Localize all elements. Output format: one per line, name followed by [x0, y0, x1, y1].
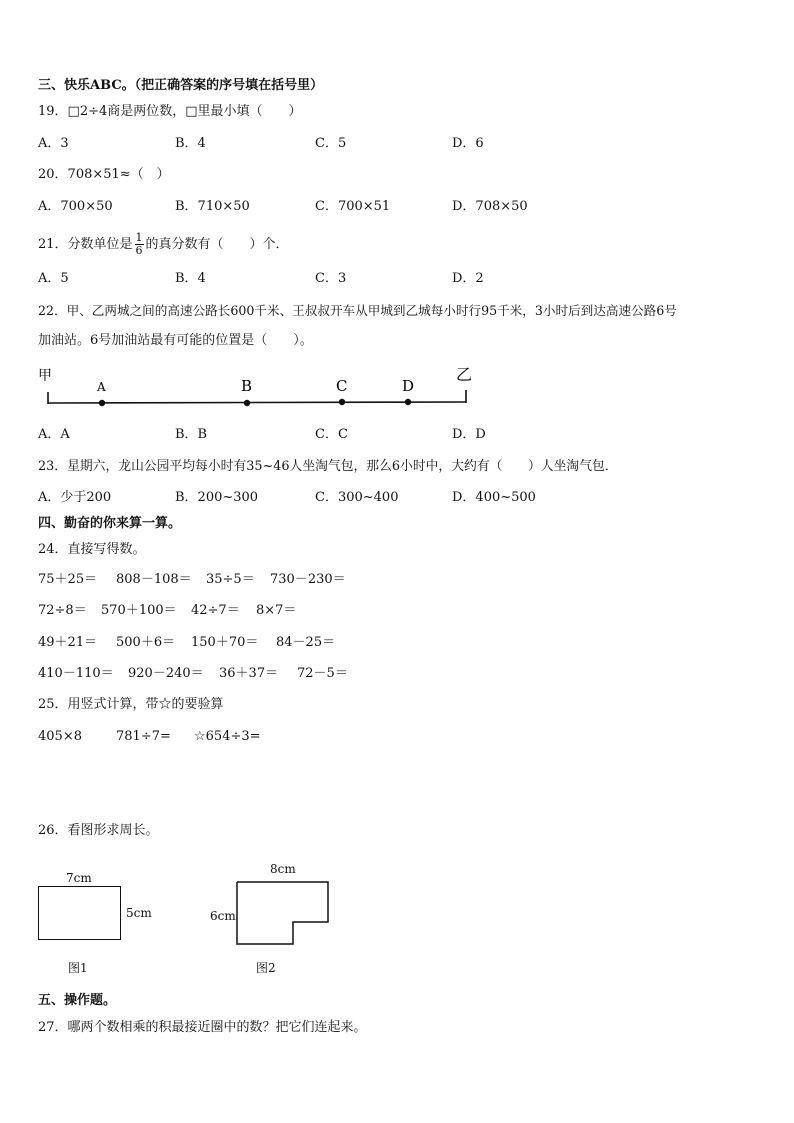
calc-item: 500＋6＝	[116, 635, 176, 650]
city-yi-label: 乙	[456, 365, 473, 384]
q21-option-d: D．2	[452, 271, 484, 286]
section-4-title: 四、勤奋的你来算一算。	[38, 516, 182, 531]
calc-item: 75＋25＝	[38, 572, 98, 587]
question-20-stem: 20．708×51≈（ ）	[38, 167, 170, 182]
fig1-caption: 图1	[68, 961, 88, 975]
fraction-denominator: 6	[135, 244, 143, 257]
fig2-l-shape	[234, 880, 332, 948]
question-19-stem: 19．□2÷4商是两位数，□里最小填（ ）	[38, 104, 302, 119]
question-25-stem: 25．用竖式计算，带☆的要验算	[38, 697, 224, 712]
calc-item: 35÷5＝	[206, 572, 255, 587]
calc-item: 920－240＝	[128, 666, 204, 681]
calc-item: 410－110＝	[38, 666, 114, 681]
calc-item: 72－5＝	[297, 666, 348, 681]
point-b-dot	[244, 400, 250, 406]
q19-option-c: C．5	[315, 136, 347, 151]
q22-option-c: C．C	[315, 427, 348, 442]
q20-option-a: A．700×50	[38, 199, 113, 214]
vertical-calc-item: ☆654÷3=	[194, 729, 261, 744]
point-d-label: D	[402, 377, 415, 395]
q19-option-a: A．3	[38, 136, 69, 151]
calc-item: 150＋70＝	[191, 635, 259, 650]
q21-option-c: C．3	[315, 271, 347, 286]
question-22-line-1: 22．甲、乙两城之间的高速公路长600千米、王叔叔开车从甲城到乙城每小时行95千米，3小时后到达高速公路6号	[38, 303, 677, 318]
section-5-title: 五、操作题。	[38, 993, 117, 1008]
fraction-one-sixth	[135, 232, 144, 257]
q23-option-b: B．200~300	[175, 490, 259, 505]
calc-item: 570＋100＝	[101, 603, 177, 618]
point-a-label: A	[97, 380, 106, 394]
q22-option-b: B．B	[175, 427, 208, 442]
point-b-label: B	[241, 377, 253, 395]
calc-item: 84－25＝	[276, 635, 336, 650]
question-26-stem: 26．看图形求周长。	[38, 823, 159, 838]
question-22-line-2: 加油站。6号加油站最有可能的位置是（ ）。	[38, 333, 313, 348]
calc-item: 36＋37＝	[219, 666, 279, 681]
q20-option-b: B．710×50	[175, 199, 250, 214]
q19-option-d: D．6	[452, 136, 484, 151]
road-diagram	[34, 362, 480, 412]
q20-option-c: C．700×51	[315, 199, 391, 214]
calc-item: 42÷7＝	[191, 603, 240, 618]
point-d-dot	[405, 399, 411, 405]
point-c-dot	[339, 399, 345, 405]
vertical-calc-item: 405×8	[38, 729, 82, 744]
fraction-numerator: 1	[135, 231, 143, 244]
q20-option-d: D．708×50	[452, 199, 528, 214]
q21-stem-suffix: 的真分数有（ ）个．	[145, 237, 289, 252]
q19-option-b: B．4	[175, 136, 206, 151]
q21-option-a: A．5	[38, 271, 69, 286]
q21-option-b: B．4	[175, 271, 206, 286]
vertical-calc-item: 781÷7=	[116, 729, 171, 744]
q22-option-d: D．D	[452, 427, 486, 442]
point-a-dot	[99, 400, 105, 406]
question-23-stem: 23．星期六，龙山公园平均每小时有35~46人坐淘气包，那么6小时中，大约有（ ）人坐淘气包．	[38, 459, 618, 474]
fig2-left-label: 6cm	[210, 909, 236, 923]
calc-item: 808－108＝	[116, 572, 192, 587]
fig1-right-label: 5cm	[126, 906, 152, 920]
q23-option-a: A．少于200	[38, 490, 112, 505]
question-24-stem: 24．直接写得数。	[38, 542, 146, 557]
q22-option-a: A．A	[38, 427, 70, 442]
point-c-label: C	[336, 377, 348, 395]
q23-option-c: C．300~400	[315, 490, 399, 505]
q21-stem-prefix: 21．分数单位是	[38, 237, 133, 252]
calc-item: 72÷8＝	[38, 603, 87, 618]
question-21-stem	[38, 232, 289, 257]
city-jia-label: 甲	[38, 368, 52, 384]
fig2-outline	[237, 882, 328, 944]
fig1-top-label: 7cm	[66, 871, 92, 885]
fig2-caption: 图2	[256, 961, 276, 975]
calc-item: 730－230＝	[270, 572, 346, 587]
section-3-title: 三、快乐ABC。（把正确答案的序号填在括号里）	[38, 78, 324, 93]
fig2-top-label: 8cm	[270, 862, 296, 876]
road-line	[48, 402, 466, 403]
calc-item: 8×7＝	[256, 603, 297, 618]
calc-item: 49＋21＝	[38, 635, 98, 650]
question-27-stem: 27．哪两个数相乘的积最接近圈中的数？把它们连起来。	[38, 1020, 367, 1035]
q23-option-d: D．400~500	[452, 490, 536, 505]
fig1-rectangle	[38, 886, 121, 940]
